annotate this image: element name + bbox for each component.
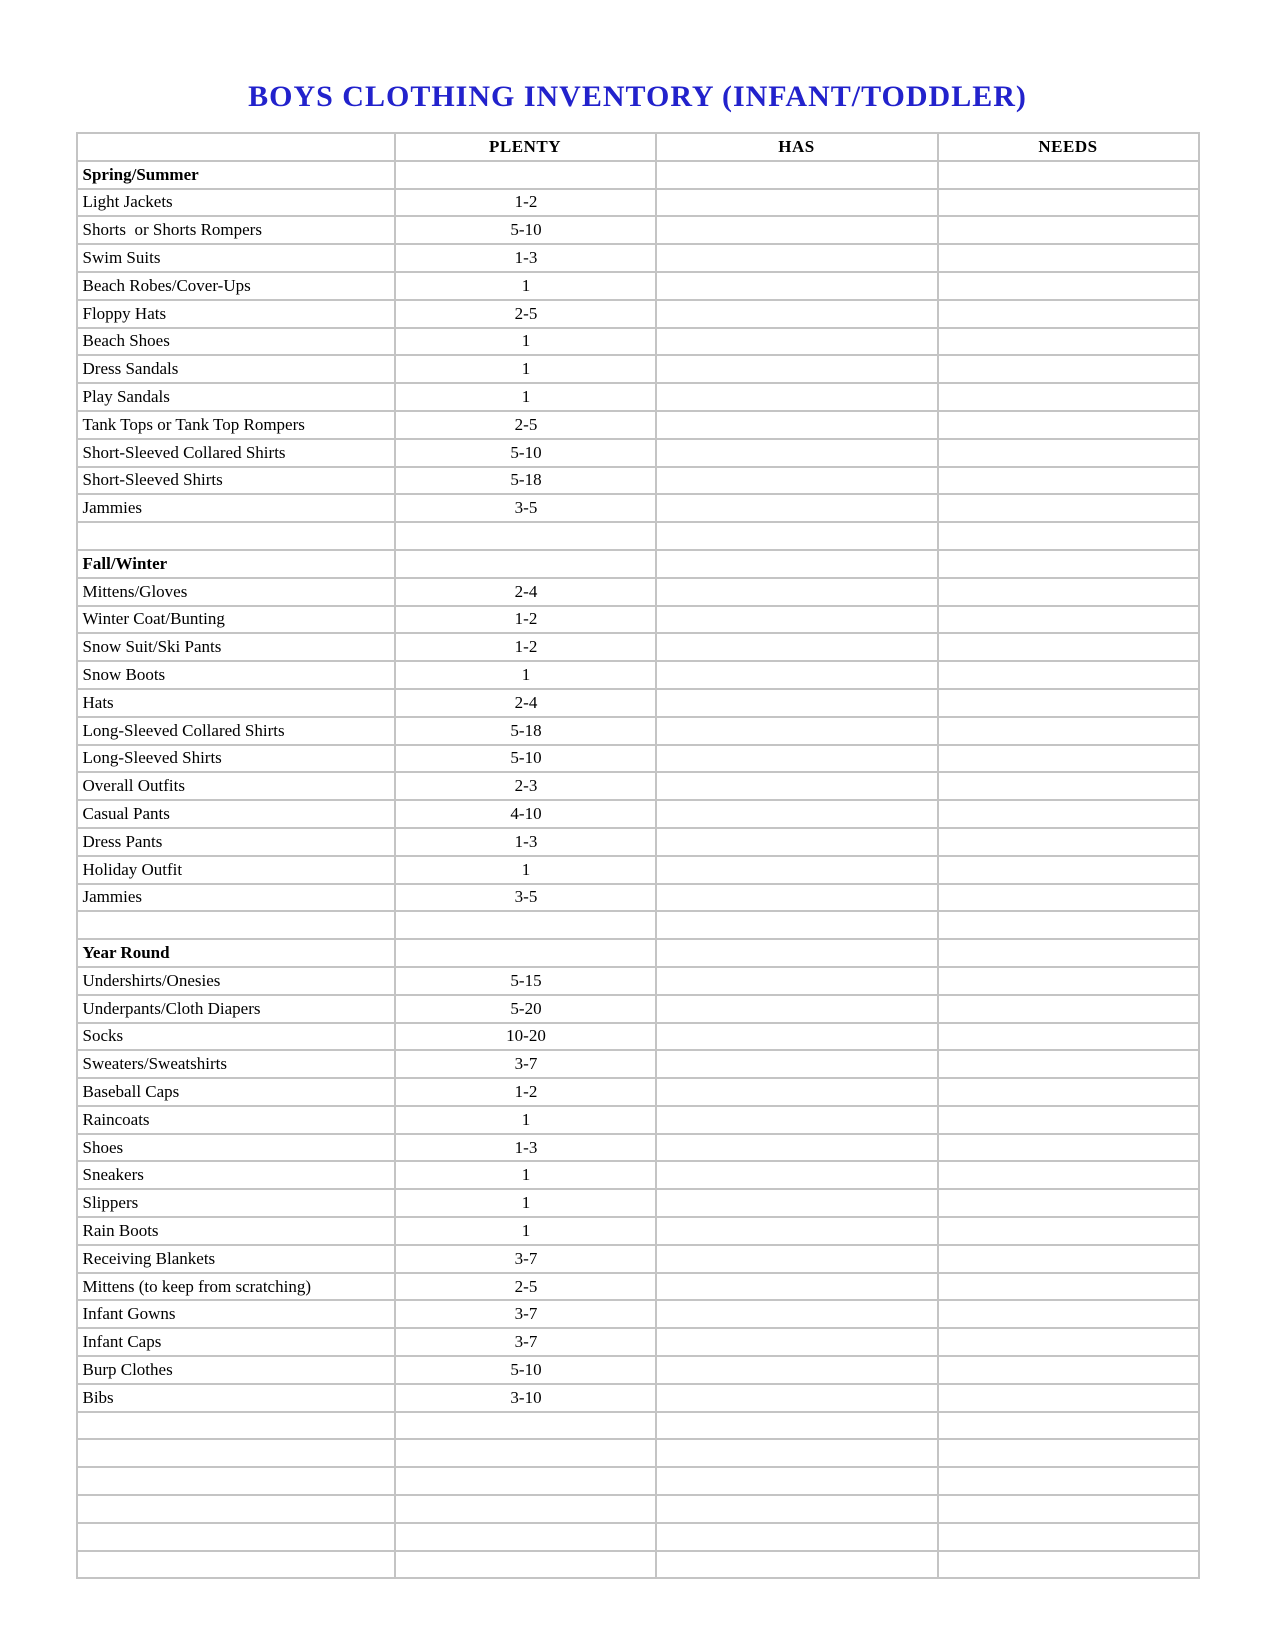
item-cell: Long-Sleeved Shirts: [77, 745, 395, 773]
has-cell: [656, 1189, 938, 1217]
item-row: [77, 244, 1199, 272]
needs-cell: [938, 884, 1199, 912]
has-cell: [656, 300, 938, 328]
item-cell: Receiving Blankets: [77, 1245, 395, 1273]
has-cell: [656, 272, 938, 300]
item-row: [77, 272, 1199, 300]
item-row: [77, 1189, 1199, 1217]
needs-cell: [938, 911, 1199, 939]
item-row: [77, 578, 1199, 606]
item-cell: [77, 911, 395, 939]
item-cell: Beach Shoes: [77, 328, 395, 356]
has-cell: [656, 1523, 938, 1551]
needs-cell: [938, 995, 1199, 1023]
has-cell: [656, 661, 938, 689]
plenty-cell: 1: [395, 1161, 656, 1189]
blank-row: [77, 1495, 1199, 1523]
plenty-cell: 2-5: [395, 300, 656, 328]
item-cell: Rain Boots: [77, 1217, 395, 1245]
has-cell: [656, 439, 938, 467]
item-cell: Snow Suit/Ski Pants: [77, 633, 395, 661]
has-cell: [656, 494, 938, 522]
blank-row: [77, 1412, 1199, 1440]
item-cell: Overall Outfits: [77, 772, 395, 800]
plenty-cell: 5-10: [395, 1356, 656, 1384]
item-row: [77, 1134, 1199, 1162]
plenty-cell: 2-5: [395, 411, 656, 439]
needs-cell: [938, 578, 1199, 606]
has-cell: [656, 1078, 938, 1106]
item-row: [77, 967, 1199, 995]
needs-cell: [938, 1356, 1199, 1384]
item-cell: Mittens/Gloves: [77, 578, 395, 606]
item-row: [77, 1217, 1199, 1245]
inventory-table: [76, 132, 1200, 1579]
item-cell: Slippers: [77, 1189, 395, 1217]
has-cell: [656, 1495, 938, 1523]
needs-cell: [938, 1300, 1199, 1328]
item-row: [77, 189, 1199, 217]
has-cell: [656, 911, 938, 939]
item-row: [77, 1023, 1199, 1051]
item-cell: Swim Suits: [77, 244, 395, 272]
has-cell: [656, 1245, 938, 1273]
needs-cell: [938, 328, 1199, 356]
needs-cell: [938, 633, 1199, 661]
plenty-cell: 1: [395, 355, 656, 383]
item-cell: Floppy Hats: [77, 300, 395, 328]
item-row: [77, 1356, 1199, 1384]
item-row: [77, 828, 1199, 856]
plenty-cell: 5-18: [395, 467, 656, 495]
item-cell: Mittens (to keep from scratching): [77, 1273, 395, 1301]
plenty-cell: 1: [395, 383, 656, 411]
section-row: [77, 939, 1199, 967]
plenty-cell: 3-5: [395, 494, 656, 522]
item-row: [77, 1078, 1199, 1106]
item-row: [77, 689, 1199, 717]
needs-cell: [938, 300, 1199, 328]
has-cell: [656, 828, 938, 856]
item-cell: Burp Clothes: [77, 1356, 395, 1384]
item-cell: Snow Boots: [77, 661, 395, 689]
needs-cell: [938, 1495, 1199, 1523]
plenty-cell: [395, 1439, 656, 1467]
plenty-cell: [395, 1495, 656, 1523]
item-cell: Sweaters/Sweatshirts: [77, 1050, 395, 1078]
item-cell: Undershirts/Onesies: [77, 967, 395, 995]
needs-cell: [938, 856, 1199, 884]
plenty-cell: 2-4: [395, 578, 656, 606]
has-cell: [656, 884, 938, 912]
has-cell: [656, 1356, 938, 1384]
needs-column-header: NEEDS: [938, 133, 1199, 161]
has-cell: [656, 1106, 938, 1134]
item-row: [77, 606, 1199, 634]
item-cell: Fall/Winter: [77, 550, 395, 578]
plenty-cell: 5-18: [395, 717, 656, 745]
needs-cell: [938, 1134, 1199, 1162]
plenty-cell: 1-2: [395, 606, 656, 634]
needs-cell: [938, 522, 1199, 550]
item-row: [77, 661, 1199, 689]
needs-cell: [938, 244, 1199, 272]
item-row: [77, 995, 1199, 1023]
item-cell: Bibs: [77, 1384, 395, 1412]
needs-cell: [938, 1523, 1199, 1551]
blank-row: [77, 1551, 1199, 1579]
item-row: [77, 884, 1199, 912]
plenty-cell: 3-7: [395, 1328, 656, 1356]
plenty-cell: 3-5: [395, 884, 656, 912]
item-row: [77, 439, 1199, 467]
plenty-cell: 1: [395, 272, 656, 300]
has-cell: [656, 967, 938, 995]
plenty-cell: 1-3: [395, 1134, 656, 1162]
has-cell: [656, 161, 938, 189]
has-cell: [656, 216, 938, 244]
plenty-cell: [395, 550, 656, 578]
plenty-cell: 5-10: [395, 745, 656, 773]
item-row: [77, 745, 1199, 773]
plenty-cell: [395, 1467, 656, 1495]
item-row: [77, 1245, 1199, 1273]
has-cell: [656, 939, 938, 967]
has-cell: [656, 1551, 938, 1579]
plenty-cell: [395, 939, 656, 967]
needs-cell: [938, 1106, 1199, 1134]
has-cell: [656, 1439, 938, 1467]
needs-cell: [938, 800, 1199, 828]
blank-row: [77, 911, 1199, 939]
has-cell: [656, 550, 938, 578]
plenty-cell: 1: [395, 1217, 656, 1245]
needs-cell: [938, 272, 1199, 300]
needs-cell: [938, 1023, 1199, 1051]
item-row: [77, 383, 1199, 411]
plenty-cell: [395, 911, 656, 939]
needs-cell: [938, 1189, 1199, 1217]
plenty-cell: 1: [395, 661, 656, 689]
plenty-cell: 1-2: [395, 189, 656, 217]
item-cell: Dress Pants: [77, 828, 395, 856]
has-cell: [656, 633, 938, 661]
item-cell: Winter Coat/Bunting: [77, 606, 395, 634]
has-cell: [656, 244, 938, 272]
needs-cell: [938, 1217, 1199, 1245]
item-row: [77, 1300, 1199, 1328]
table-body: [77, 161, 1199, 1579]
needs-cell: [938, 828, 1199, 856]
has-cell: [656, 411, 938, 439]
plenty-cell: [395, 1412, 656, 1440]
has-cell: [656, 578, 938, 606]
item-row: [77, 1273, 1199, 1301]
has-cell: [656, 856, 938, 884]
needs-cell: [938, 161, 1199, 189]
item-row: [77, 633, 1199, 661]
item-cell: Casual Pants: [77, 800, 395, 828]
has-cell: [656, 328, 938, 356]
item-cell: [77, 1439, 395, 1467]
has-cell: [656, 1023, 938, 1051]
plenty-cell: 2-5: [395, 1273, 656, 1301]
section-row: [77, 161, 1199, 189]
has-cell: [656, 1161, 938, 1189]
plenty-cell: 3-7: [395, 1050, 656, 1078]
has-cell: [656, 1412, 938, 1440]
item-cell: Light Jackets: [77, 189, 395, 217]
item-row: [77, 411, 1199, 439]
plenty-cell: 10-20: [395, 1023, 656, 1051]
plenty-cell: [395, 1523, 656, 1551]
needs-cell: [938, 216, 1199, 244]
needs-cell: [938, 939, 1199, 967]
has-cell: [656, 1273, 938, 1301]
item-cell: Infant Gowns: [77, 1300, 395, 1328]
has-cell: [656, 383, 938, 411]
item-row: [77, 1106, 1199, 1134]
item-cell: Year Round: [77, 939, 395, 967]
needs-cell: [938, 439, 1199, 467]
item-row: [77, 300, 1199, 328]
needs-cell: [938, 967, 1199, 995]
needs-cell: [938, 745, 1199, 773]
has-cell: [656, 189, 938, 217]
item-cell: Jammies: [77, 494, 395, 522]
has-column-header: HAS: [656, 133, 938, 161]
item-cell: Socks: [77, 1023, 395, 1051]
page-title: BOYS CLOTHING INVENTORY (INFANT/TODDLER): [248, 80, 1027, 113]
needs-cell: [938, 717, 1199, 745]
has-cell: [656, 355, 938, 383]
plenty-cell: 1-2: [395, 1078, 656, 1106]
needs-cell: [938, 1467, 1199, 1495]
has-cell: [656, 1134, 938, 1162]
needs-cell: [938, 189, 1199, 217]
blank-row: [77, 522, 1199, 550]
item-row: [77, 800, 1199, 828]
plenty-cell: 2-4: [395, 689, 656, 717]
needs-cell: [938, 383, 1199, 411]
plenty-cell: 1-2: [395, 633, 656, 661]
item-row: [77, 328, 1199, 356]
plenty-cell: 2-3: [395, 772, 656, 800]
item-row: [77, 1161, 1199, 1189]
item-row: [77, 494, 1199, 522]
plenty-cell: 1: [395, 1189, 656, 1217]
needs-cell: [938, 772, 1199, 800]
item-row: [77, 1328, 1199, 1356]
blank-row: [77, 1467, 1199, 1495]
item-cell: Spring/Summer: [77, 161, 395, 189]
has-cell: [656, 467, 938, 495]
needs-cell: [938, 1328, 1199, 1356]
item-row: [77, 216, 1199, 244]
plenty-cell: 4-10: [395, 800, 656, 828]
plenty-cell: 5-15: [395, 967, 656, 995]
item-cell: [77, 1551, 395, 1579]
blank-row: [77, 1523, 1199, 1551]
item-row: [77, 355, 1199, 383]
item-cell: [77, 1523, 395, 1551]
item-cell: Dress Sandals: [77, 355, 395, 383]
item-row: [77, 856, 1199, 884]
item-cell: Long-Sleeved Collared Shirts: [77, 717, 395, 745]
needs-cell: [938, 550, 1199, 578]
plenty-cell: [395, 1551, 656, 1579]
has-cell: [656, 800, 938, 828]
has-cell: [656, 1050, 938, 1078]
needs-cell: [938, 1050, 1199, 1078]
item-column-header: [77, 133, 395, 161]
needs-cell: [938, 606, 1199, 634]
item-cell: Underpants/Cloth Diapers: [77, 995, 395, 1023]
needs-cell: [938, 411, 1199, 439]
item-cell: Play Sandals: [77, 383, 395, 411]
item-cell: Infant Caps: [77, 1328, 395, 1356]
item-cell: Baseball Caps: [77, 1078, 395, 1106]
plenty-cell: 1: [395, 1106, 656, 1134]
item-cell: Sneakers: [77, 1161, 395, 1189]
needs-cell: [938, 689, 1199, 717]
needs-cell: [938, 467, 1199, 495]
item-cell: Tank Tops or Tank Top Rompers: [77, 411, 395, 439]
needs-cell: [938, 1161, 1199, 1189]
has-cell: [656, 689, 938, 717]
blank-row: [77, 1439, 1199, 1467]
plenty-cell: 1: [395, 328, 656, 356]
has-cell: [656, 745, 938, 773]
item-cell: Shoes: [77, 1134, 395, 1162]
has-cell: [656, 772, 938, 800]
has-cell: [656, 1217, 938, 1245]
item-cell: Hats: [77, 689, 395, 717]
item-row: [77, 717, 1199, 745]
plenty-cell: 1-3: [395, 244, 656, 272]
plenty-cell: 1: [395, 856, 656, 884]
needs-cell: [938, 1384, 1199, 1412]
needs-cell: [938, 1078, 1199, 1106]
item-cell: Short-Sleeved Shirts: [77, 467, 395, 495]
item-cell: Jammies: [77, 884, 395, 912]
item-cell: [77, 522, 395, 550]
needs-cell: [938, 661, 1199, 689]
needs-cell: [938, 1273, 1199, 1301]
item-cell: Beach Robes/Cover-Ups: [77, 272, 395, 300]
item-cell: [77, 1467, 395, 1495]
item-row: [77, 1384, 1199, 1412]
needs-cell: [938, 355, 1199, 383]
plenty-cell: 3-10: [395, 1384, 656, 1412]
plenty-column-header: PLENTY: [395, 133, 656, 161]
plenty-cell: [395, 161, 656, 189]
needs-cell: [938, 1551, 1199, 1579]
plenty-cell: 5-20: [395, 995, 656, 1023]
item-cell: [77, 1495, 395, 1523]
needs-cell: [938, 1412, 1199, 1440]
plenty-cell: 5-10: [395, 439, 656, 467]
has-cell: [656, 995, 938, 1023]
plenty-cell: 3-7: [395, 1245, 656, 1273]
has-cell: [656, 1328, 938, 1356]
item-row: [77, 1050, 1199, 1078]
has-cell: [656, 522, 938, 550]
item-row: [77, 772, 1199, 800]
item-cell: Shorts or Shorts Rompers: [77, 216, 395, 244]
has-cell: [656, 1384, 938, 1412]
has-cell: [656, 1467, 938, 1495]
has-cell: [656, 717, 938, 745]
needs-cell: [938, 1439, 1199, 1467]
has-cell: [656, 606, 938, 634]
section-row: [77, 550, 1199, 578]
needs-cell: [938, 494, 1199, 522]
plenty-cell: 3-7: [395, 1300, 656, 1328]
item-row: [77, 467, 1199, 495]
item-cell: Short-Sleeved Collared Shirts: [77, 439, 395, 467]
plenty-cell: 1-3: [395, 828, 656, 856]
item-cell: Raincoats: [77, 1106, 395, 1134]
needs-cell: [938, 1245, 1199, 1273]
item-cell: Holiday Outfit: [77, 856, 395, 884]
item-cell: [77, 1412, 395, 1440]
plenty-cell: 5-10: [395, 216, 656, 244]
has-cell: [656, 1300, 938, 1328]
plenty-cell: [395, 522, 656, 550]
header-row: [77, 133, 1199, 161]
